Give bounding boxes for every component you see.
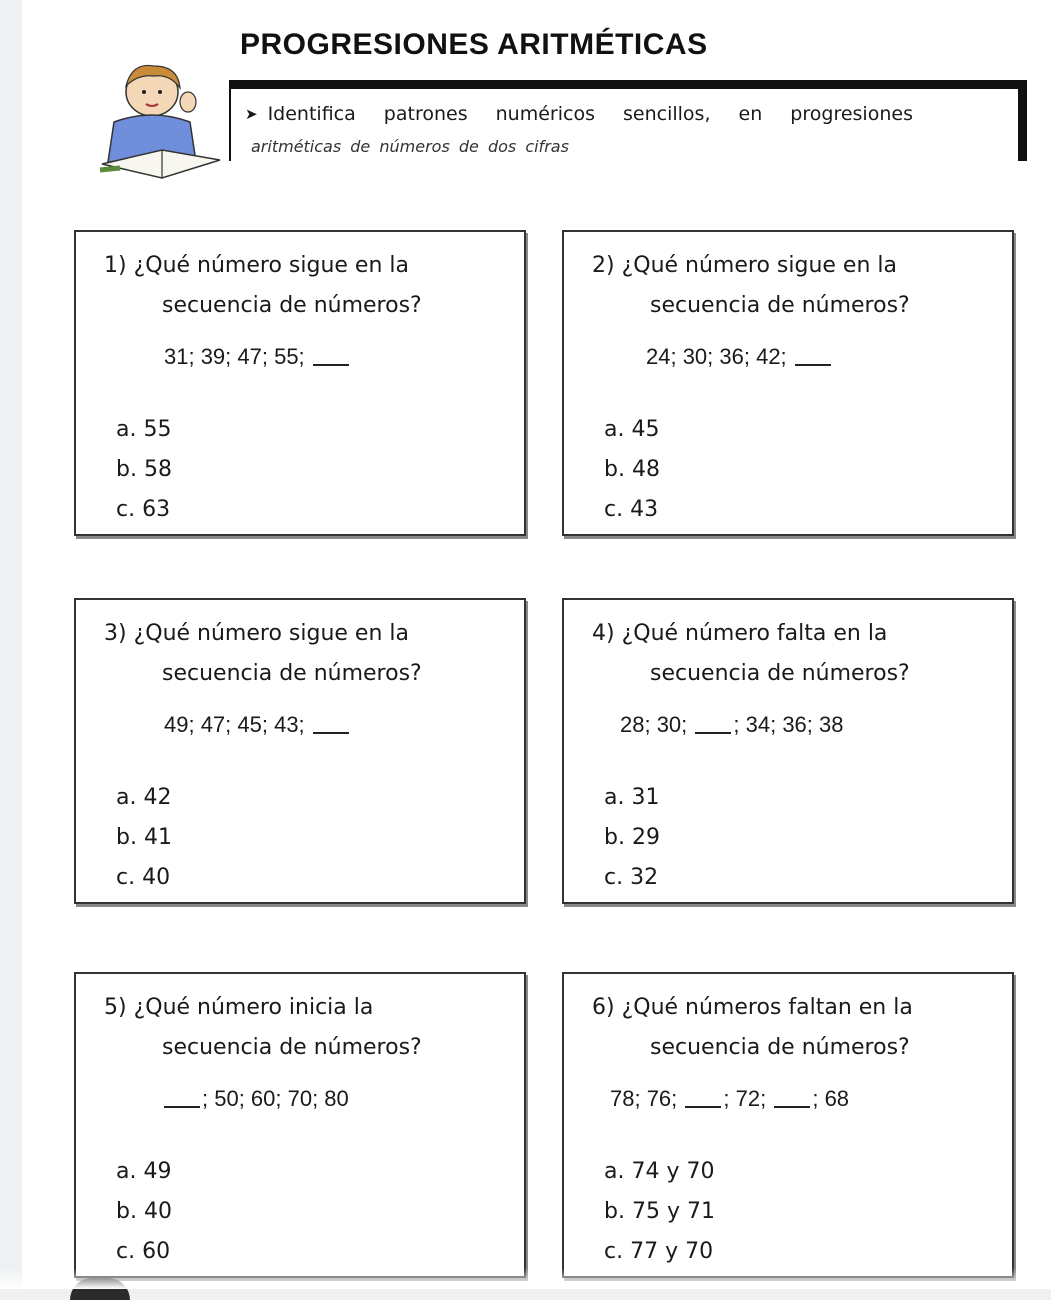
- question-text: [104, 988, 422, 1068]
- option-a[interactable]: a. 45: [604, 417, 660, 442]
- number-sequence: [164, 712, 351, 738]
- option-a[interactable]: a. 49: [116, 1159, 172, 1184]
- objective-text-continued: aritméticas de números de dos cifras: [251, 137, 569, 156]
- objective-text: Identifica patrones numéricos sencillos, en progresiones: [267, 103, 913, 125]
- option-a[interactable]: a. 74 y 70: [604, 1159, 715, 1184]
- sequence-part: 28; 30;: [620, 712, 688, 737]
- option-b[interactable]: b. 41: [116, 825, 172, 850]
- options-list: [116, 778, 172, 898]
- sequence-part: ; 72;: [723, 1086, 767, 1111]
- question-line-2: secuencia de números?: [650, 661, 910, 686]
- number-sequence: [620, 712, 844, 738]
- question-text: [592, 614, 910, 694]
- question-card-6: [562, 972, 1014, 1278]
- number-sequence: [610, 1086, 849, 1112]
- sequence-part: 31; 39; 47; 55;: [164, 344, 305, 369]
- boy-reading-illustration: [92, 52, 242, 182]
- option-b[interactable]: b. 58: [116, 457, 172, 482]
- question-line-2: secuencia de números?: [162, 661, 422, 686]
- bottom-edge: [0, 1268, 1051, 1289]
- question-line-1: 2) ¿Qué número sigue en la: [592, 253, 897, 278]
- options-list: [604, 410, 660, 530]
- question-card-3: [74, 598, 526, 904]
- question-line-1: 1) ¿Qué número sigue en la: [104, 253, 409, 278]
- option-c[interactable]: c. 60: [116, 1239, 171, 1264]
- options-list: [116, 410, 172, 530]
- option-b[interactable]: b. 48: [604, 457, 660, 482]
- option-b[interactable]: b. 75 y 71: [604, 1199, 715, 1224]
- number-sequence: [162, 1086, 349, 1112]
- options-list: [604, 778, 660, 898]
- arrow-bullet-icon: ➤: [245, 105, 258, 123]
- question-text: [104, 246, 422, 326]
- question-card-4: [562, 598, 1014, 904]
- question-card-1: [74, 230, 526, 536]
- option-a[interactable]: a. 31: [604, 785, 660, 810]
- question-text: [592, 246, 910, 326]
- answer-blank[interactable]: [795, 346, 831, 366]
- question-card-2: [562, 230, 1014, 536]
- option-a[interactable]: a. 55: [116, 417, 172, 442]
- question-line-1: 6) ¿Qué números faltan en la: [592, 995, 913, 1020]
- options-list: [116, 1152, 172, 1272]
- question-line-2: secuencia de números?: [162, 293, 422, 318]
- answer-blank[interactable]: [313, 346, 349, 366]
- sequence-part: 78; 76;: [610, 1086, 678, 1111]
- question-line-1: 4) ¿Qué número falta en la: [592, 621, 888, 646]
- answer-blank[interactable]: [774, 1088, 810, 1108]
- answer-blank[interactable]: [695, 714, 731, 734]
- option-c[interactable]: c. 40: [116, 865, 171, 890]
- sequence-part: ; 34; 36; 38: [733, 712, 844, 737]
- question-line-2: secuencia de números?: [650, 1035, 910, 1060]
- option-c[interactable]: c. 32: [604, 865, 659, 890]
- objective-box: [229, 80, 1027, 161]
- sequence-part: ; 50; 60; 70; 80: [202, 1086, 349, 1111]
- question-line-1: 3) ¿Qué número sigue en la: [104, 621, 409, 646]
- sequence-part: 49; 47; 45; 43;: [164, 712, 305, 737]
- option-b[interactable]: b. 40: [116, 1199, 172, 1224]
- options-list: [604, 1152, 715, 1272]
- option-c[interactable]: c. 63: [116, 497, 171, 522]
- question-card-5: [74, 972, 526, 1278]
- option-a[interactable]: a. 42: [116, 785, 172, 810]
- answer-blank[interactable]: [313, 714, 349, 734]
- answer-blank[interactable]: [164, 1088, 200, 1108]
- question-line-2: secuencia de números?: [162, 1035, 422, 1060]
- number-sequence: [646, 344, 833, 370]
- question-text: [592, 988, 913, 1068]
- worksheet-title: PROGRESIONES ARITMÉTICAS: [240, 28, 708, 61]
- option-c[interactable]: c. 43: [604, 497, 659, 522]
- question-line-2: secuencia de números?: [650, 293, 910, 318]
- sequence-part: 24; 30; 36; 42;: [646, 344, 787, 369]
- answer-blank[interactable]: [685, 1088, 721, 1108]
- option-c[interactable]: c. 77 y 70: [604, 1239, 714, 1264]
- question-line-1: 5) ¿Qué número inicia la: [104, 995, 374, 1020]
- number-sequence: [164, 344, 351, 370]
- sequence-part: ; 68: [812, 1086, 850, 1111]
- question-text: [104, 614, 422, 694]
- option-b[interactable]: b. 29: [604, 825, 660, 850]
- worksheet: [22, 0, 1051, 1289]
